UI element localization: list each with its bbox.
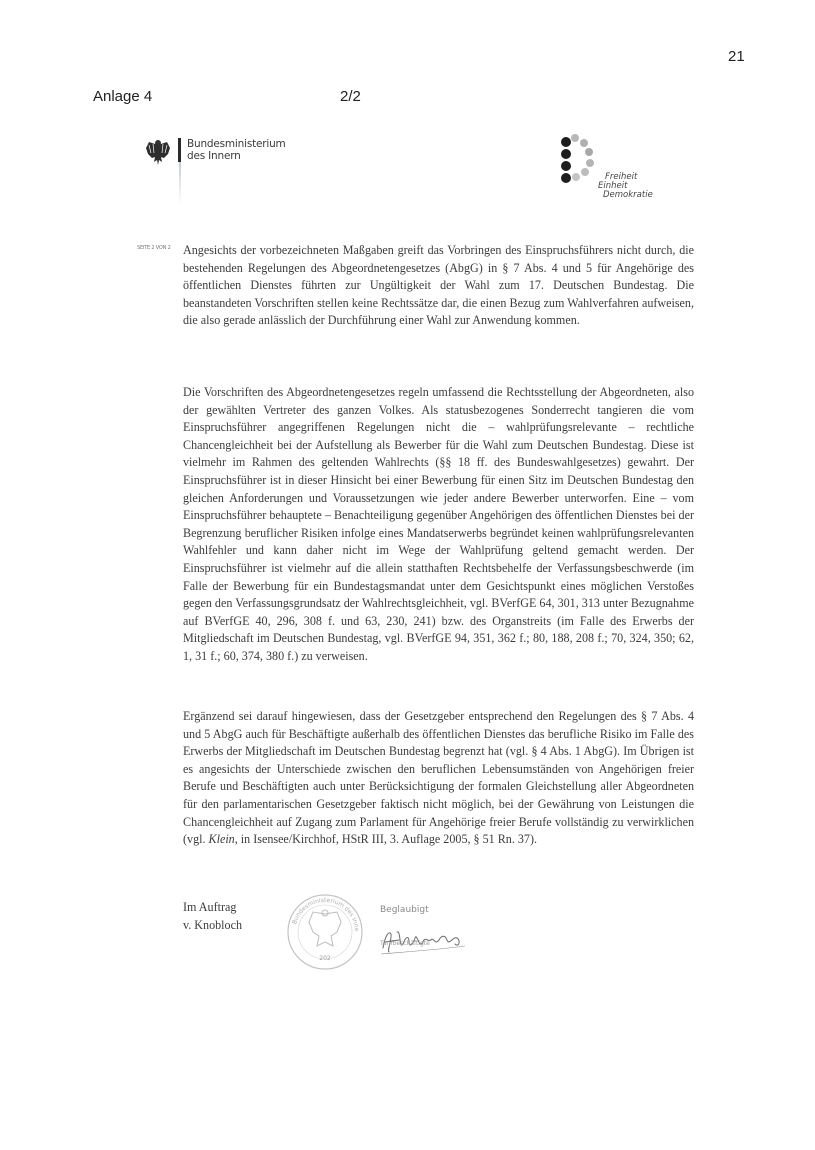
ministry-name — [187, 138, 286, 162]
paragraph-3-author: Klein — [208, 832, 235, 847]
paragraph-3-text-b: , in Isensee/Kirchhof, HStR III, 3. Auflage 2005, § 51 Rn. 37). — [234, 832, 538, 847]
paragraph-1: Angesichts der vorbezeichneten Maßgaben greift das Vorbringen des Einspruchsführers nicht durch, die bestehenden Regelungen des Abgeordnetengesetzes (AbgG) in § 7 Abs. 4 und 5 für Angehörige des öffentlichen Dienstes führten zur Ungültigkeit der Wahl zum 17. Deutschen Bundestag. Die beanstandeten Vorschriften stellen keine Rechtssätze dar, die einen Bezug zum Wahlverfahren aufweisen, die also gerade anlässlich der Durchführung einer Wahl zur Anwendung kommen. — [183, 243, 694, 328]
attachment-label: Anlage 4 — [93, 88, 153, 105]
logo-divider-fade — [179, 162, 181, 204]
closing-signatory: v. Knobloch — [183, 917, 243, 932]
page-of-indicator: 2/2 — [340, 88, 361, 105]
certified-label: Beglaubigt — [380, 905, 429, 915]
signature-caption: Tarifbeschäftigte — [380, 940, 430, 947]
page-marker: SEITE 2 VON 2 — [137, 245, 171, 251]
ministry-name-line1: Bundesministerium — [187, 138, 286, 150]
federal-eagle-icon — [145, 138, 171, 166]
motto-einheit: Einheit — [598, 181, 628, 191]
ministry-name-line2: des Innern — [187, 150, 241, 162]
paragraph-2: Die Vorschriften des Abgeordnetengesetzes regeln umfassend die Rechtsstellung der Abgeordneten, also der gewählten Vertreter des ganzen Volkes. Als statusbezogenes Sonderrecht tangieren die vom Einspruchsführer angegriffenen Regelungen nicht die – wahlprüfungsrelevante – rechtliche Chancengleichheit bei der Aufstellung als Bewerber für die Wahl zum Deutschen Bundestag. Diese ist vielmehr im Rahmen des geltenden Wahlrechts (§§ 18 ff. des Bundeswahlgesetzes) gewahrt. Der Einspruchsführer ist in dieser Hinsicht bei einer Bewerbung für einen Sitz im Deutschen Bundestag den gleichen Anforderungen und Voraussetzungen wie jeder andere Bewerber unterworfen. Eine – vom Einspruchsführer behauptete – Benachteiligung gegenüber Angehörigen des öffentlichen Dienstes bei der Begrenzung beruflicher Risiken infolge eines Mandatserwerbs begründet keinen wahlprüfungsrelevanten Wahlfehler und kann daher nicht im Wege der Wahlprüfung geltend gemacht werden. Der Einspruchsführer ist vielmehr auf die allein statthaften Rechtsbehelfe der Verfassungsbeschwerde (im Falle der Bewerbung für ein Bundestagsmandat unter dem Gesichtspunkt eines möglichen Verstoßes gegen den Verfassungsgrundsatz der Wahlrechtsgleichheit, vgl. BVerfGE 64, 301, 313 unter Bezugnahme auf BVerfGE 40, 296, 308 f. und 63, 230, 241) bzw. des Organstreits (im Falle des Erwerbs der Mitgliedschaft im Deutschen Bundestag, vgl. BVerfGE 94, 351, 362 f.; 80, 188, 208 f.; 70, 324, 350; 62, 1, 31 f.; 60, 374, 380 f.) zu verweisen. — [183, 385, 694, 663]
paragraph-3-text-a: Ergänzend sei darauf hingewiesen, dass der Gesetzgeber entsprechend den Regelungen des § 7 Abs. 4 und 5 AbgG auch für Beschäftigte außerhalb des öffentlichen Dienstes das berufliche Risiko im Falle des Erwerbs der Mitgliedschaft im Deutschen Bundestag begrenzt hat (vgl. § 4 Abs. 1 AbgG). Im Übrigen ist es angesichts der Unterschiede zwischen den beruflichen Lebensumständen von Angehörigen freier Berufe und Beschäftigten auch unter Berücksichtigung der formalen Gleichstellung aller Abgeordneten für den parlamentarischen Gesetzgeber faktisch nicht möglich, bei der Gewährung von Leistungen die Chancengleichheit auf Zugang zum Parlament für Angehörige freier Berufe vollständig zu verwirklichen (vgl. — [183, 709, 694, 847]
paragraph-3 — [183, 708, 694, 849]
motto-freiheit: Freiheit — [605, 172, 638, 182]
ministry-logo — [145, 136, 305, 206]
official-seal-stamp — [285, 892, 365, 972]
seal-number: 202 — [319, 955, 331, 962]
closing-im-auftrag: Im Auftrag — [183, 900, 237, 914]
page-number: 21 — [728, 48, 745, 65]
unity-motto-logo — [560, 134, 670, 209]
motto-demokratie: Demokratie — [603, 190, 653, 200]
closing-block — [183, 899, 242, 934]
logo-divider-bar — [178, 138, 181, 162]
seal-ring-text: Bundesministerium des Inne — [291, 896, 361, 932]
handwritten-signature — [375, 920, 485, 958]
